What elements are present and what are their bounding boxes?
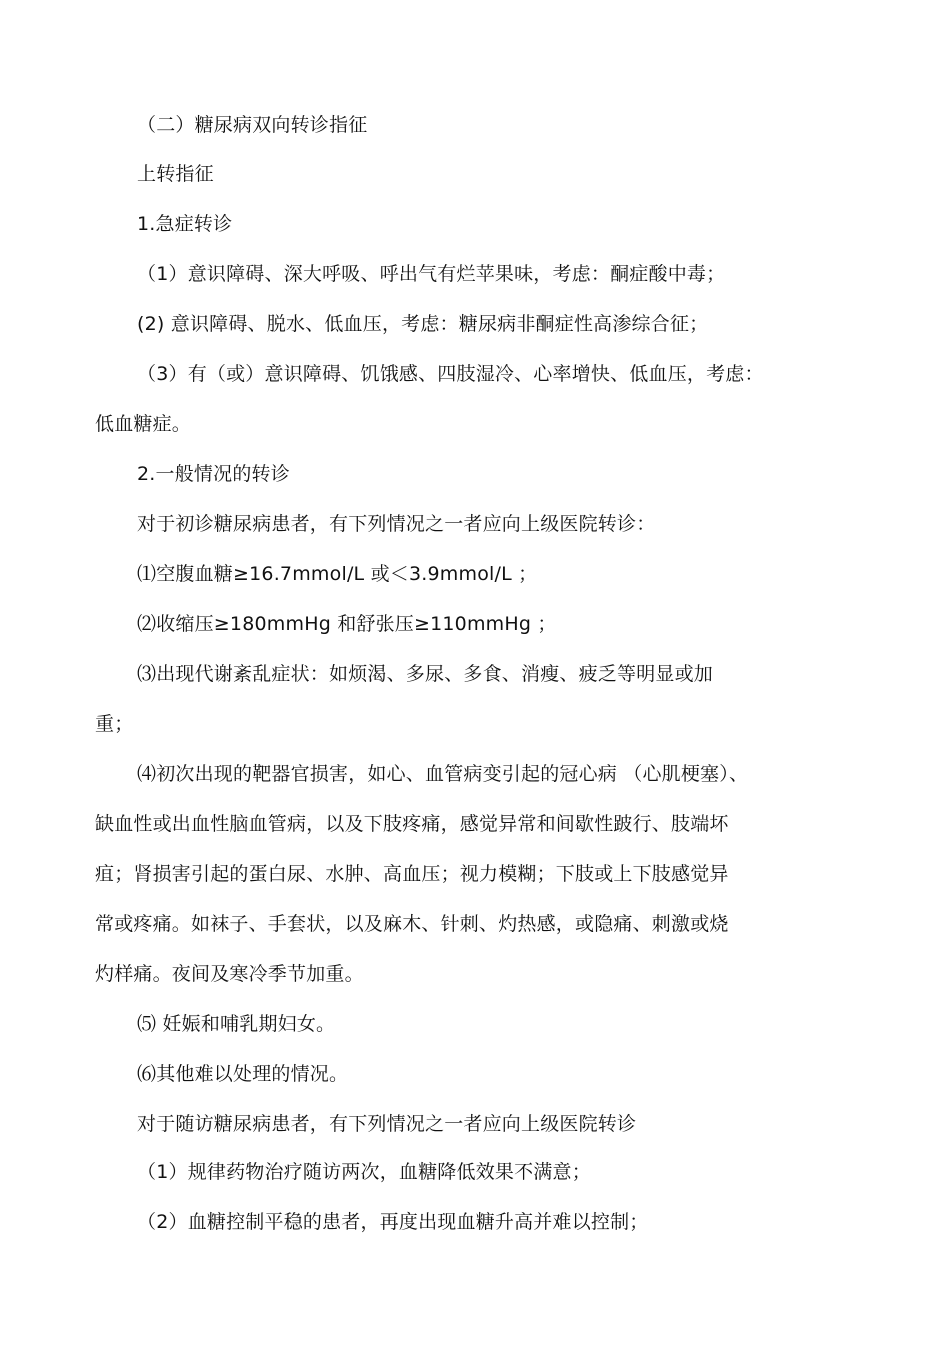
list-item: （1）规律药物治疗随访两次，血糖降低效果不满意；: [137, 1161, 591, 1183]
list-item: ⑸ 妊娠和哺乳期妇女。: [137, 1013, 336, 1035]
list-item: (2) 意识障碍、脱水、低血压，考虑：糖尿病非酮症性高渗综合征；: [137, 313, 709, 335]
subheading-emergency-referral: 1.急症转诊: [137, 213, 233, 235]
paragraph-text: 对于初诊糖尿病患者，有下列情况之一者应向上级医院转诊：: [137, 513, 656, 535]
list-item-continuation: 缺血性或出血性脑血管病，以及下肢疼痛，感觉异常和间歇性跛行、肢端坏: [95, 813, 729, 835]
subheading-general-referral: 2.一般情况的转诊: [137, 463, 290, 485]
list-item-continuation: 低血糖症。: [95, 413, 192, 435]
subheading-upward-referral: 上转指征: [137, 163, 214, 185]
list-item: （2）血糖控制平稳的患者，再度出现血糖升高并难以控制；: [137, 1211, 649, 1233]
list-item: ⑹其他难以处理的情况。: [137, 1063, 349, 1085]
list-item-continuation: 常或疼痛。如袜子、手套状，以及麻木、针刺、灼热感，或隐痛、刺激或烧: [95, 913, 729, 935]
list-item: （1）意识障碍、深大呼吸、呼出气有烂苹果味，考虑：酮症酸中毒；: [137, 263, 726, 285]
list-item: ⑵收缩压≥180mmHg 和舒张压≥110mmHg ；: [137, 613, 557, 635]
list-item: （3）有（或）意识障碍、饥饿感、四肢湿冷、心率增快、低血压，考虑：: [137, 363, 764, 385]
list-item-continuation: 疽；肾损害引起的蛋白尿、水肿、高血压；视力模糊；下肢或上下肢感觉异: [95, 863, 729, 885]
list-item: ⑷初次出现的靶器官损害，如心、血管病变引起的冠心病 （心肌梗塞）、: [137, 763, 749, 785]
paragraph-text: 对于随访糖尿病患者，有下列情况之一者应向上级医院转诊: [137, 1113, 637, 1135]
section-heading: （二）糖尿病双向转诊指征: [137, 114, 368, 136]
list-item: ⑴空腹血糖≥16.7mmol/L 或＜3.9mmol/L ；: [137, 563, 538, 585]
list-item: ⑶出现代谢紊乱症状：如烦渴、多尿、多食、消瘦、疲乏等明显或加: [137, 663, 714, 685]
list-item-continuation: 重；: [95, 713, 134, 735]
list-item-continuation: 灼样痛。夜间及寒冷季节加重。: [95, 963, 364, 985]
